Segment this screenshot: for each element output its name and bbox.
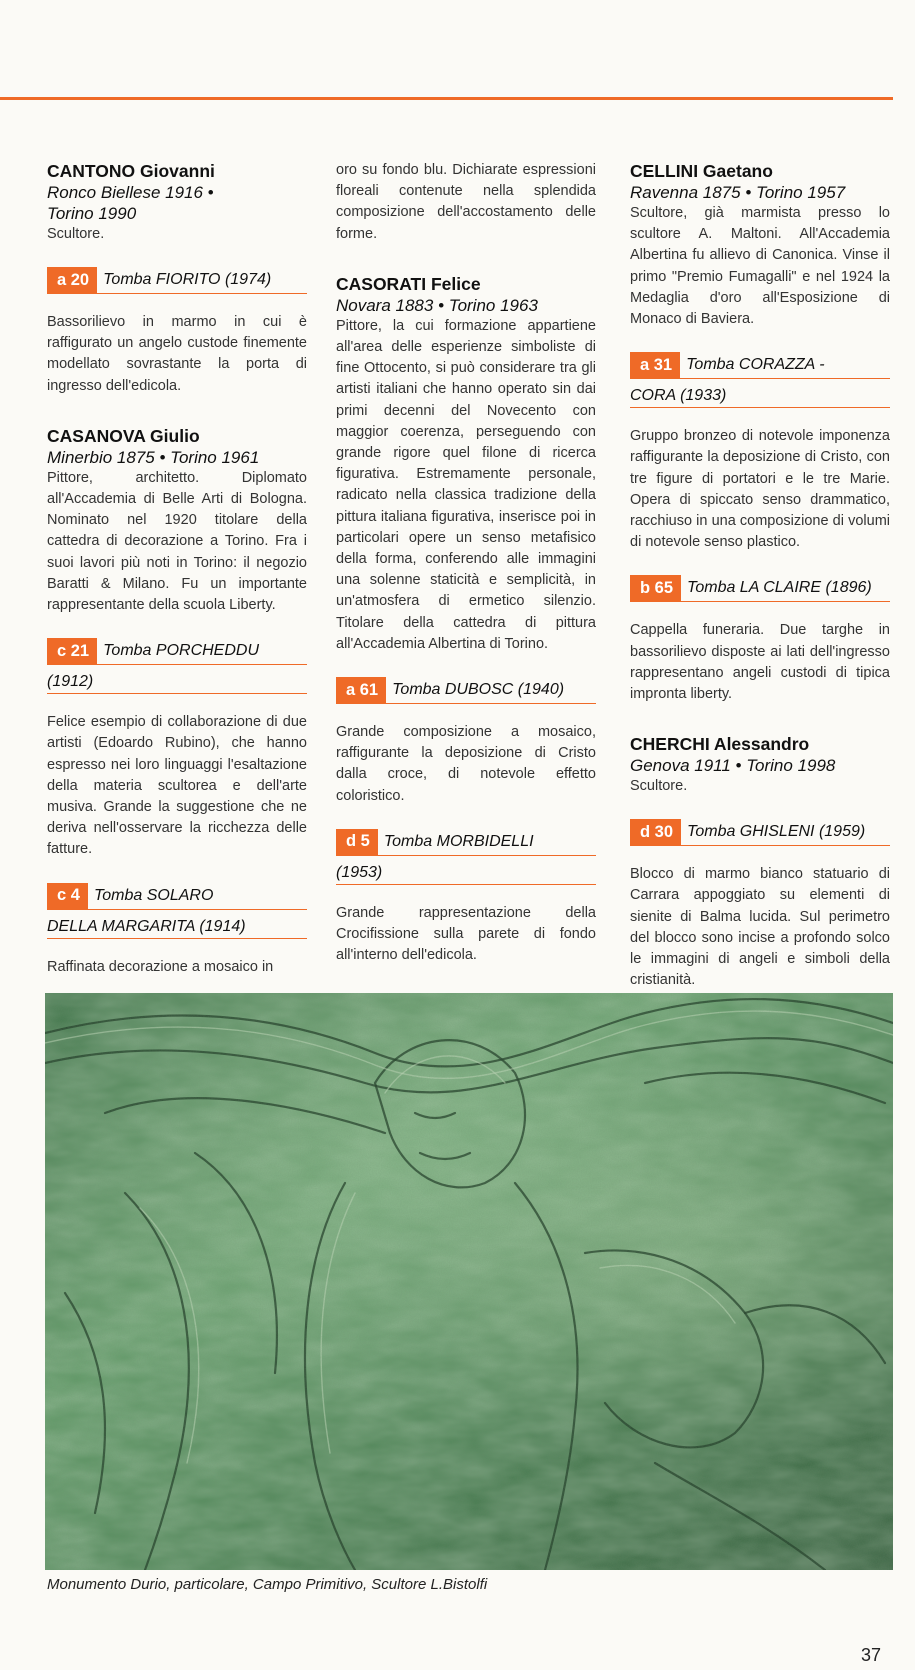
location-badge: d 30: [630, 819, 681, 845]
tomb-title: Tomba FIORITO (1974): [103, 271, 272, 288]
location-badge: a 20: [47, 267, 97, 293]
artist-name: CELLINI Gaetano: [630, 161, 773, 181]
artist-role: Scultore.: [47, 226, 105, 242]
top-rule: [0, 97, 893, 100]
location-badge: d 5: [336, 829, 378, 855]
tomb-description: Felice esempio di collaborazione di due artisti (Edoardo Rubino), che hanno espresso nei loro linguaggi l'esaltazione della materia scultorea e dell'arte musiva. Grande la suggestione che ne deriva nell'osservare la ricchezza delle fatture.: [47, 714, 307, 858]
continued-text: oro su fondo blu. Dichiarate espressioni floreali contenute nella splendida composizione dell'accostamento delle forme.: [336, 162, 596, 242]
tomb-heading: [630, 352, 890, 408]
tomb-title: Tomba PORCHEDDU: [103, 642, 260, 660]
tomb-heading: [47, 267, 307, 294]
tomb-description: Grande rappresentazione della Crocifissione sulla parete di fondo all'interno dell'edicola.: [336, 904, 596, 964]
artist-dates: Torino 1990: [47, 204, 137, 223]
tomb-description: Blocco di marmo bianco statuario di Carrara appoggiato su elementi di sienite di Balma lucida. Sul perimetro del blocco sono incise a profondo solco le immagini di angeli e simboli della cristianità.: [630, 866, 890, 989]
location-badge: c 4: [47, 883, 88, 909]
artist-biography: Scultore, già marmista presso lo scultore A. Maltoni. All'Accademia Albertina fu allievo di Canonica. Vinse il primo "Premio Fumagalli" e nel 1924 la Medaglia d'oro all'Esposizione di Monaco di Baviera.: [630, 205, 890, 328]
location-badge: a 61: [336, 677, 386, 703]
artist-name: CHERCHI Alessandro: [630, 734, 810, 755]
artist-name: CANTONO Giovanni: [47, 161, 215, 181]
location-badge: a 31: [630, 352, 680, 378]
artist-dates: Minerbio 1875 • Torino 1961: [47, 447, 260, 467]
artist-dates: Novara 1883 • Torino 1963: [336, 295, 538, 315]
artist-name: CASANOVA Giulio: [47, 425, 200, 446]
tomb-title-continued: DELLA MARGARITA (1914): [47, 910, 307, 939]
tomb-title-continued: (1953): [336, 856, 596, 885]
column-2: [336, 160, 596, 966]
tomb-description: Cappella funeraria. Due targhe in bassorilievo disposte ai lati dell'ingresso rappresentano angeli custodi di tipica impronta liberty.: [630, 622, 890, 703]
tomb-title: Tomba CORAZZA -: [686, 356, 825, 374]
location-badge: b 65: [630, 575, 681, 601]
tomb-heading: [630, 575, 890, 602]
photo-caption: Monumento Durio, particolare, Campo Primitivo, Scultore L.Bistolfi: [47, 1576, 488, 1593]
artist-role: Scultore.: [630, 778, 688, 795]
artist-biography: Pittore, architetto. Diplomato all'Accademia di Belle Arti di Bologna. Nominato nel 1920 titolare della cattedra di decorazione a Torino. Fra i suoi lavori più noti in Torino: il negozio Baratti & Milano. Fu un importante rappresentante della scuola Liberty.: [47, 469, 307, 614]
tomb-title: Tomba GHISLENI (1959): [687, 823, 866, 841]
tomb-title: Tomba MORBIDELLI: [383, 832, 534, 850]
tomb-title-continued: (1912): [47, 665, 307, 694]
tomb-heading: [336, 677, 596, 704]
tomb-title-continued: CORA (1933): [630, 379, 890, 408]
tomb-title: Tomba SOLARO: [93, 886, 214, 904]
tomb-description: Raffinata decorazione a mosaico in: [47, 958, 274, 975]
page-number: 37: [861, 1645, 882, 1665]
tomb-description: Gruppo bronzeo di notevole imponenza raffigurante la deposizione di Cristo, con tre figure di portatori e le tre Marie. Opera di spiccato senso drammatico, racchiuso in una composizione di volumi di notevole senso plastico.: [630, 428, 890, 551]
tomb-heading: [336, 829, 596, 885]
tomb-description: Grande composizione a mosaico, raffigurante la deposizione di Cristo dalla croce, di notevole effetto coloristico.: [336, 724, 596, 804]
tomb-heading: [47, 883, 307, 939]
location-badge: c 21: [47, 638, 97, 664]
tomb-heading: [47, 638, 307, 694]
artist-biography: Pittore, la cui formazione appartiene all'area delle esperienze simboliste di fine Ottocento, si può considerare tra gli artisti italiani che hanno operato sin dai primi decenni del Novecento con maggior coerenza, perseguendo con grande rigore quel filone di ricerca figurativa. Estremamente personale, radicato nella classica tradizione della pittura italiana figurativa, inserisce poi in particolari opere un senso metafisico della forma, conferendo alle immagini una solenne staticità e semplicità, in un'atmosfera di ermetico silenzio. Titolare della cattedra di pittura all'Accademia Albertina di Torino.: [336, 317, 596, 652]
artist-dates: Genova 1911 • Torino 1998: [630, 756, 836, 776]
tomb-title: Tomba DUBOSC (1940): [392, 681, 565, 699]
relief-photograph: [45, 993, 893, 1570]
artist-dates: Ravenna 1875 • Torino 1957: [630, 183, 846, 202]
tomb-heading: [630, 819, 890, 846]
artist-name: CASORATI Felice: [336, 273, 481, 294]
tomb-description: Bassorilievo in marmo in cui è raffigurato un angelo custode finemente modellato sovrastante la porta di ingresso dell'edicola.: [47, 314, 307, 394]
column-1: [47, 160, 307, 978]
tomb-title: Tomba LA CLAIRE (1896): [687, 579, 872, 597]
column-3: [630, 160, 890, 991]
artist-dates: Ronco Biellese 1916 •: [47, 183, 214, 202]
